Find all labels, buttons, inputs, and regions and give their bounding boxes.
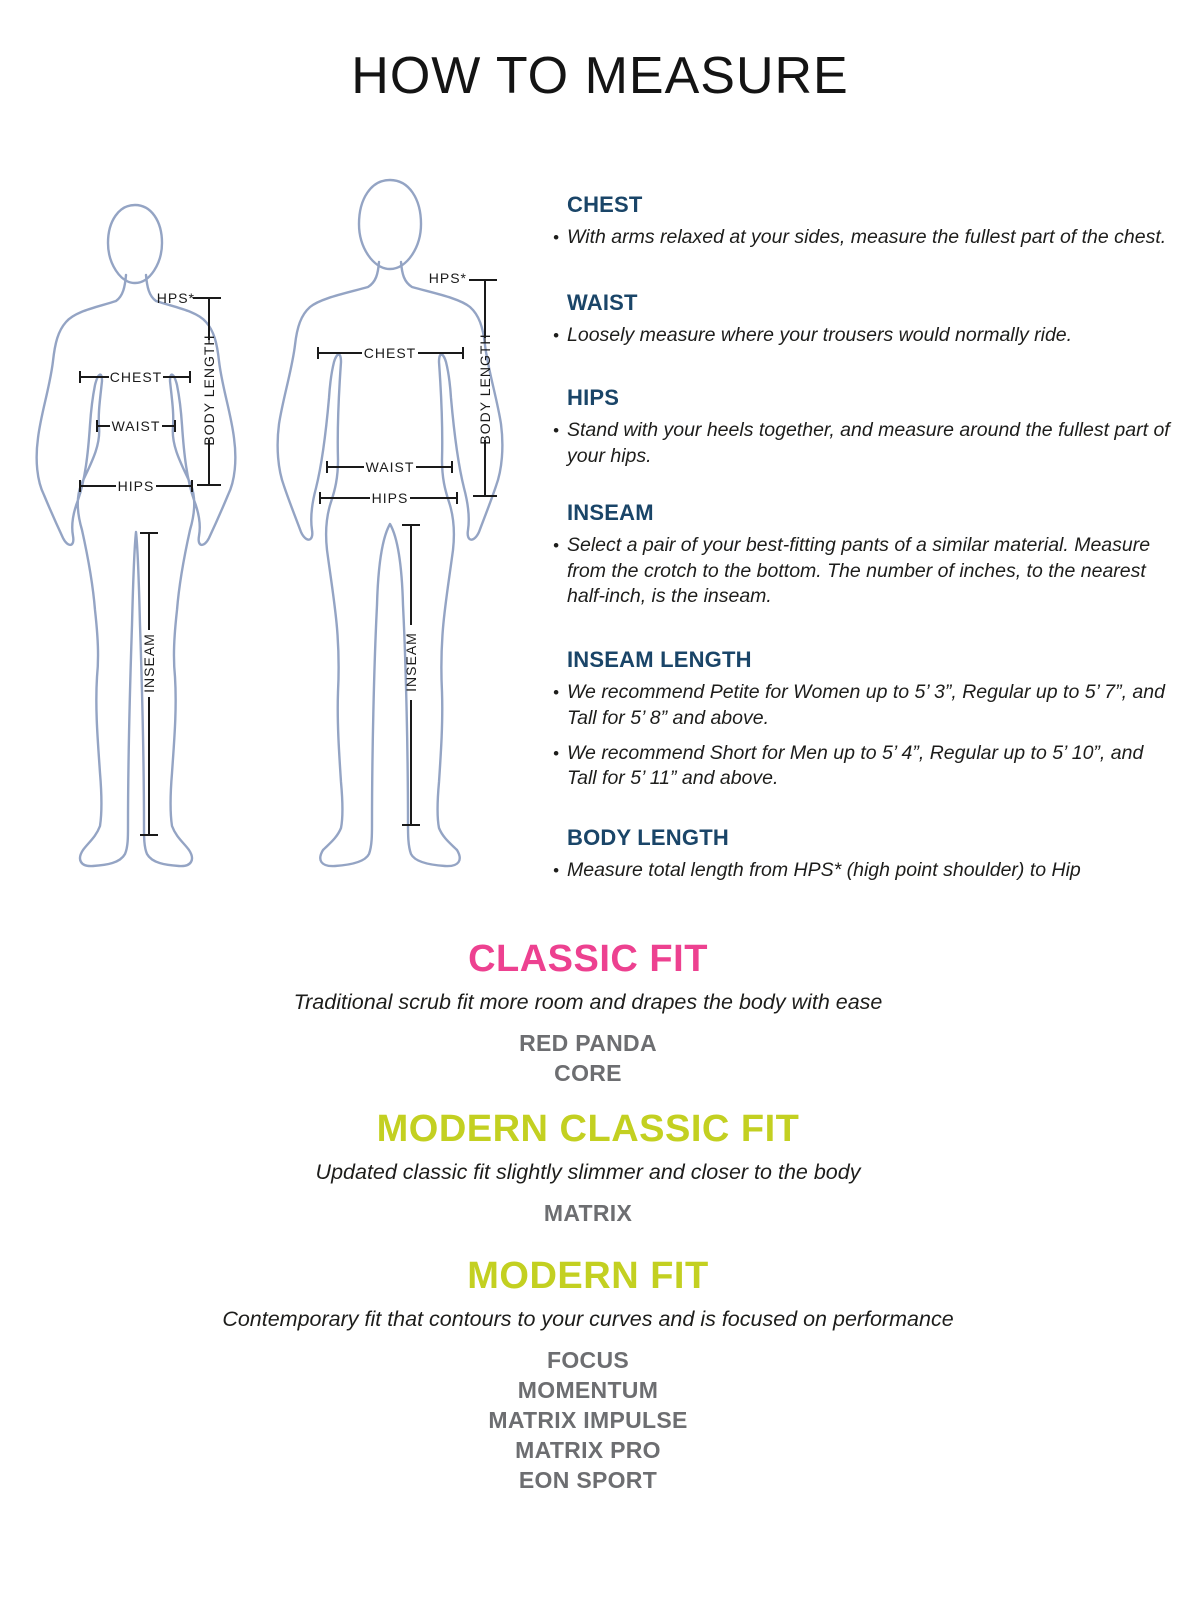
measurement-section-inseam-length [553,647,1173,792]
bullet-text: We recommend Petite for Women up to 5’ 3”, Regular up to 5’ 7”, and Tall for 5’ 8” and above. [567,681,1165,729]
male-chest-label: CHEST [363,345,417,361]
female-figure [25,195,255,885]
bullet-dot [553,858,567,884]
male-inseam-label: INSEAM [403,632,419,692]
section-heading: WAIST [567,289,638,315]
bullet-dot [553,741,567,792]
male-hps-label: HPS* [428,270,467,286]
measurement-bullet [553,418,1173,469]
product-line: MOMENTUM [517,1377,659,1403]
female-waist-label: WAIST [111,418,161,434]
product-line: MATRIX [543,1200,633,1226]
product-line: MATRIX IMPULSE [488,1407,688,1433]
female-inseam-label: INSEAM [141,633,157,693]
measurement-section-body-length [553,825,1173,884]
fit-description: Updated classic fit slightly slimmer and closer to the body [315,1160,861,1184]
fit-description: Traditional scrub fit more room and drapes the body with ease [293,990,883,1014]
product-line: FOCUS [547,1347,629,1373]
bullet-text: Loosely measure where your trousers would normally ride. [567,323,1073,346]
measurement-bullet [553,225,1173,251]
fit-name: MODERN CLASSIC FIT [376,1108,800,1150]
male-hips-label: HIPS [371,490,409,506]
bullet-dot [553,680,567,731]
bullet-dot [553,418,567,469]
measurement-bullet [553,741,1173,792]
bullet-dot [553,533,567,610]
measurement-bullet [553,680,1173,731]
bullet-text: We recommend Short for Men up to 5’ 4”, Regular up to 5’ 10”, and Tall for 5’ 11” and above. [567,741,1144,790]
fit-name: CLASSIC FIT [468,938,708,980]
measurement-instructions [553,192,1173,893]
section-heading: HIPS [567,385,620,411]
product-line: EON SPORT [518,1467,658,1493]
male-figure [265,170,515,885]
male-waist-label: WAIST [365,459,415,475]
section-heading: BODY LENGTH [567,825,729,851]
bullet-text: With arms relaxed at your sides, measure the fullest part of the chest. [567,226,1167,248]
fit-section-classic [0,938,1176,1088]
measurement-bullet [553,533,1173,610]
female-hps-label: HPS* [156,290,195,306]
section-heading: INSEAM LENGTH [567,647,752,673]
female-bodylength-label: BODY LENGTH [201,334,217,446]
bullet-text: Measure total length from HPS* (high point shoulder) to Hip [567,859,1081,882]
male-bodylength-label: BODY LENGTH [477,333,493,445]
bullet-dot [553,225,567,251]
measurement-section-hips [553,385,1173,469]
page-title: HOW TO MEASURE [351,47,849,105]
bullet-text: Select a pair of your best-fitting pants of a similar material. Measure from the crotch to the bottom. The number of inches, to the nearest half-inch, is the inseam. [567,533,1151,608]
product-line: MATRIX PRO [515,1437,661,1463]
section-heading: CHEST [567,192,643,217]
fit-section-modern-classic [0,1108,1176,1228]
female-chest-label: CHEST [109,369,163,385]
measurement-bullet [553,323,1173,349]
measurement-section-inseam [553,500,1173,610]
female-hips-label: HIPS [117,478,155,494]
section-heading: INSEAM [567,499,654,525]
bullet-dot [553,323,567,349]
measurement-bullet [553,858,1173,884]
male-head-outline [359,180,421,269]
measurement-section-chest [553,192,1173,251]
product-line: CORE [554,1060,622,1086]
fit-name: MODERN FIT [467,1255,709,1297]
product-line: RED PANDA [519,1030,657,1056]
fit-description: Contemporary fit that contours to your curves and is focused on performance [222,1307,954,1331]
female-head-outline [108,205,162,283]
bullet-text: Stand with your heels together, and measure around the fullest part of your hips. [567,419,1170,468]
measurement-section-waist [553,290,1173,349]
fit-section-modern [0,1255,1176,1495]
female-figure-svg [25,195,255,885]
male-figure-svg [265,170,515,885]
